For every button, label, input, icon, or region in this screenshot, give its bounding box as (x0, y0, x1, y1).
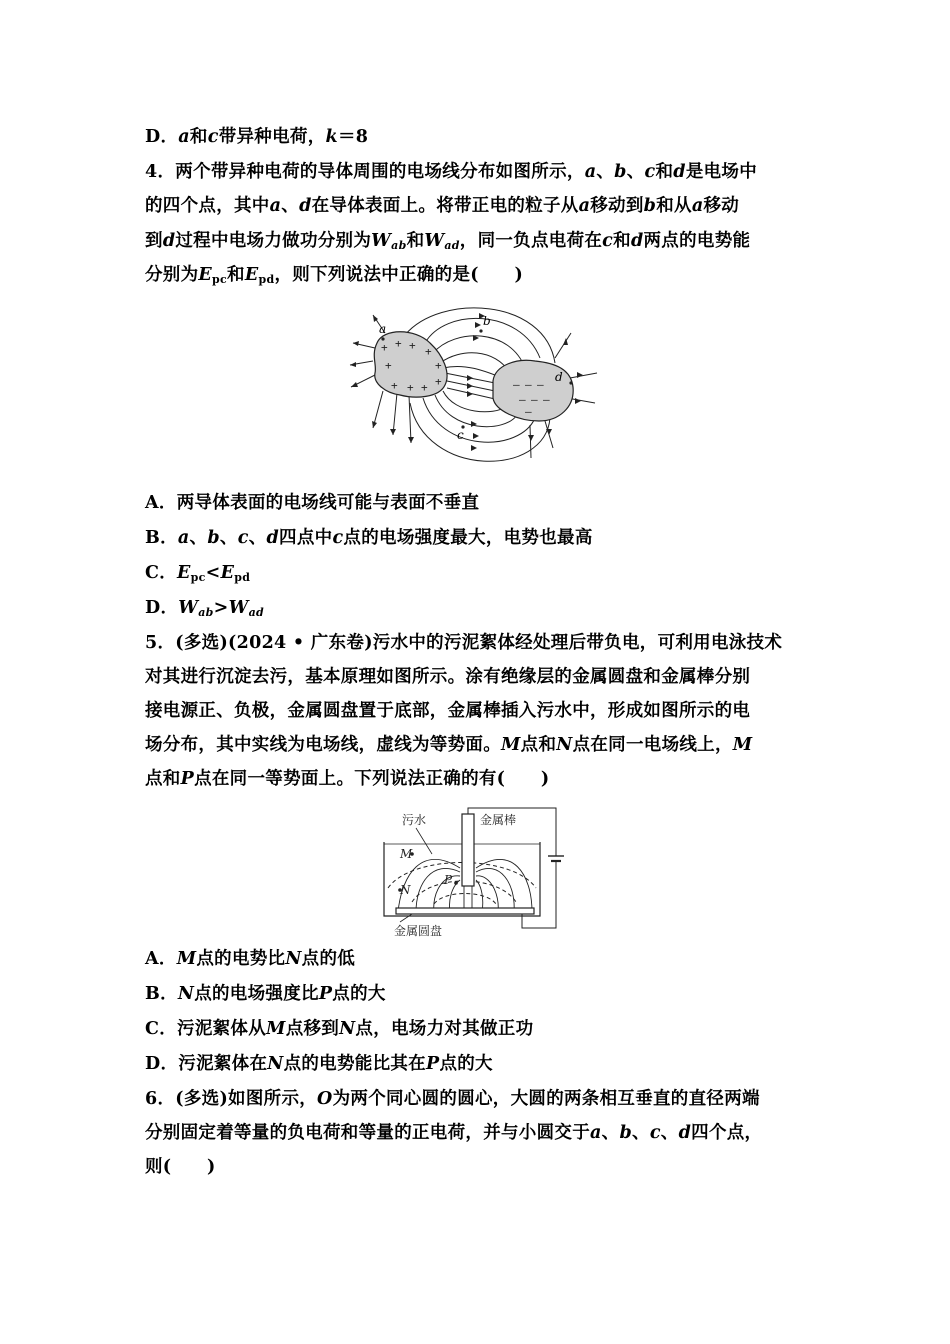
text: 点的大 (332, 984, 386, 1004)
text: 场分布，其中实线为电场线，虚线为等势面。 (145, 735, 501, 755)
minus-sign: – (513, 378, 520, 391)
text: 点的电场强度最大，电势也最高 (343, 528, 593, 548)
option-label: C． (145, 1019, 178, 1039)
var-b: b (207, 528, 220, 548)
q4-option-a (145, 491, 479, 515)
var-m: M (266, 1019, 286, 1039)
subscript: ab (198, 606, 214, 619)
arrow-head (351, 382, 358, 387)
var-e: E (220, 563, 235, 583)
var-e: E (198, 265, 213, 285)
metal-rod (462, 814, 474, 886)
text: 点的低 (301, 949, 356, 969)
q4-option-b (145, 526, 593, 550)
q4-stem-line-4 (145, 263, 523, 292)
q4-option-d (145, 596, 264, 625)
text: 点的电势能比其在 (283, 1054, 426, 1074)
var-a: a (269, 196, 282, 216)
question-number: 5． (145, 633, 176, 653)
field-line (416, 868, 460, 912)
point-d (569, 381, 572, 384)
text: 、 (596, 162, 615, 182)
text: 、 (189, 528, 208, 548)
label-b: b (483, 314, 491, 328)
subscript: ab (391, 239, 407, 252)
q6-stem-line-2 (145, 1121, 762, 1145)
plus-sign: + (385, 359, 392, 372)
field-line (476, 859, 532, 912)
var-d: d (162, 231, 176, 251)
var-c: c (649, 1123, 661, 1143)
q4-stem-line-3 (145, 229, 750, 258)
text: 为两个同心圆的圆心，大圆的两条相互垂直的直径两端 (332, 1089, 760, 1109)
text: 则( ) (145, 1157, 216, 1177)
field-line (555, 333, 571, 358)
text: 污泥絮体在 (178, 1054, 268, 1074)
plus-sign: + (391, 379, 398, 392)
plus-sign: + (409, 339, 416, 352)
option-label: B． (145, 984, 178, 1004)
minus-sign: – (519, 393, 526, 406)
arrow-head (390, 429, 396, 435)
field-line (530, 425, 531, 458)
text: 两个带异种电荷的导体周围的电场线分布如图所示， (175, 162, 585, 182)
text: 的四个点，其中 (145, 196, 270, 216)
var-n: N (177, 984, 195, 1004)
label-n: N (400, 883, 411, 897)
var-a: a (691, 196, 704, 216)
plus-sign: + (407, 381, 414, 394)
var-p: P (180, 769, 195, 789)
q4-stem-line-1 (145, 160, 757, 184)
greater-than-sign: > (213, 598, 229, 618)
text: 和 (227, 265, 245, 285)
text: 到 (145, 231, 163, 251)
plus-sign: + (425, 345, 432, 358)
option-label: B． (145, 528, 178, 548)
text: 对其进行沉淀去污，基本原理如图所示。涂有绝缘层的金属圆盘和金属棒分别 (145, 667, 751, 687)
var-e: E (244, 265, 259, 285)
arrow-head (353, 341, 359, 346)
text: 点在同一等势面上。下列说法正确的有( ) (194, 769, 550, 789)
plus-sign: + (435, 375, 442, 388)
subscript: pc (190, 571, 206, 584)
text: 、 (248, 528, 267, 548)
option-label: C． (145, 563, 178, 583)
text: 点的电势比 (196, 949, 286, 969)
text: 、 (626, 162, 645, 182)
q5-option-d (145, 1052, 493, 1076)
text: (多选)(2024 • 广东卷)污水中的污泥絮体经处理后带负电，可利用电泳技术 (175, 633, 783, 653)
minus-sign: – (537, 378, 544, 391)
text: 和 (613, 231, 631, 251)
subscript: pd (234, 571, 251, 584)
q4-stem-line-2 (145, 194, 739, 218)
arrow-head (475, 322, 481, 328)
var-c: c (602, 231, 614, 251)
var-c: c (237, 528, 249, 548)
label-a: a (379, 322, 387, 336)
var-m: M (732, 735, 753, 755)
less-than-sign: < (205, 563, 221, 583)
var-a: a (590, 1123, 602, 1143)
var-p: P (425, 1054, 440, 1074)
var-k: k (325, 127, 338, 147)
arrow-head (467, 375, 473, 381)
arrow-head (575, 398, 581, 404)
minus-sign: – (525, 378, 532, 391)
field-line (476, 876, 498, 912)
subscript: ad (444, 239, 460, 252)
minus-sign: – (543, 393, 550, 406)
var-c: c (644, 162, 656, 182)
var-a: a (578, 196, 591, 216)
var-n: N (556, 735, 573, 755)
text: 点移到 (285, 1019, 340, 1039)
arrow-head (528, 435, 534, 441)
var-b: b (614, 162, 627, 182)
subscript: pc (212, 273, 228, 286)
option-label: D． (145, 598, 179, 618)
q6-stem-line-1 (145, 1087, 760, 1111)
label-p: P (444, 873, 453, 887)
option-label: A． (145, 493, 177, 513)
var-m: M (176, 949, 197, 969)
q5-stem-line-2 (145, 665, 750, 689)
plus-sign: + (395, 337, 402, 350)
text: 移动到 (590, 196, 644, 216)
var-a: a (178, 127, 190, 147)
text: 、 (219, 528, 238, 548)
var-n: N (285, 949, 302, 969)
text: ，则下列说法中正确的是( ) (274, 265, 524, 285)
var-m: M (501, 735, 521, 755)
var-c: c (207, 127, 219, 147)
text: 两点的电势能 (643, 231, 751, 251)
arrow-head (577, 372, 583, 378)
equipotential-line (434, 894, 496, 905)
arrow-head (473, 433, 479, 439)
text: 四个点， (691, 1123, 763, 1143)
var-o: O (317, 1089, 333, 1109)
text: ＝8 (337, 127, 369, 147)
text: 点在同一电场线上， (572, 735, 733, 755)
plus-sign: + (421, 381, 428, 394)
label-c: c (457, 428, 464, 442)
point-b (479, 329, 482, 332)
var-w: W (371, 231, 392, 251)
q5-option-b (145, 982, 386, 1006)
point-p (454, 881, 458, 885)
wire-bottom (522, 861, 556, 928)
var-d: d (299, 196, 312, 216)
label-d: d (555, 370, 563, 384)
arrow-head (471, 445, 477, 451)
var-n: N (267, 1054, 284, 1074)
text: 分别为 (145, 265, 199, 285)
q5-electrophoresis-figure (372, 804, 572, 942)
text: 两导体表面的电场线可能与表面不垂直 (176, 493, 480, 513)
label-sewage: 污水 (402, 813, 427, 827)
label-metal-disk: 金属圆盘 (394, 924, 443, 938)
text: 点和 (520, 735, 557, 755)
arrow-head (372, 421, 377, 428)
plus-sign: + (381, 341, 388, 354)
electrophoresis-svg (372, 804, 572, 942)
var-e: E (177, 563, 191, 583)
q4-option-c (145, 561, 250, 590)
text: 在导体表面上。将带正电的粒子从 (311, 196, 579, 216)
text: 分别固定着等量的负电荷和等量的正电荷，并与小圆交于 (145, 1123, 590, 1143)
q5-option-c (145, 1017, 533, 1041)
var-d: d (630, 231, 644, 251)
plus-sign: + (435, 359, 442, 372)
var-w: W (228, 598, 249, 618)
arrow-head (467, 391, 473, 397)
text: 和从 (656, 196, 692, 216)
text: (多选)如图所示， (175, 1089, 318, 1109)
arrow-head (467, 383, 473, 389)
leader-line (416, 828, 432, 854)
var-w: W (424, 231, 445, 251)
text: 四点中 (279, 528, 333, 548)
text: 污泥絮体从 (177, 1019, 267, 1039)
q5-stem-line-1 (145, 631, 782, 655)
text: 、 (601, 1123, 620, 1143)
text: 和 (189, 127, 208, 147)
option-label: D． (145, 1054, 179, 1074)
field-line (409, 395, 411, 443)
field-lines-svg (345, 303, 605, 481)
q4-field-figure (345, 303, 605, 481)
leader-line (400, 914, 412, 922)
var-c: c (332, 528, 344, 548)
var-b: b (619, 1123, 632, 1143)
minus-sign: – (525, 405, 532, 418)
var-d: d (266, 528, 280, 548)
q5-option-a (145, 947, 355, 971)
question-number: 6． (145, 1089, 176, 1109)
q6-stem-line-3 (145, 1155, 216, 1179)
var-p: P (318, 984, 333, 1004)
field-line (443, 366, 500, 377)
var-a: a (177, 528, 190, 548)
text: 点的大 (439, 1054, 493, 1074)
arrow-head (408, 437, 414, 443)
option-label: A． (145, 949, 177, 969)
text: 点的电场强度比 (194, 984, 319, 1004)
q3-option-d (145, 125, 368, 149)
var-n: N (339, 1019, 356, 1039)
text: 点，电场力对其做正功 (355, 1019, 534, 1039)
label-metal-rod: 金属棒 (480, 813, 517, 827)
var-d: d (673, 162, 686, 182)
field-line (570, 373, 597, 378)
var-w: W (178, 598, 199, 618)
text: 和 (655, 162, 674, 182)
var-b: b (643, 196, 657, 216)
var-d: d (678, 1123, 692, 1143)
text: 、 (281, 196, 300, 216)
text: 接电源正、负极，金属圆盘置于底部，金属棒插入污水中，形成如图所示的电 (145, 701, 751, 721)
label-m: M (400, 847, 413, 861)
text: 过程中电场力做功分别为 (175, 231, 372, 251)
minus-sign: – (531, 393, 538, 406)
subscript: pd (258, 273, 275, 286)
var-a: a (584, 162, 597, 182)
q5-stem-line-4 (145, 733, 752, 757)
text: 、 (660, 1123, 679, 1143)
text: ，同一负点电荷在 (459, 231, 603, 251)
metal-disk (396, 908, 534, 914)
option-label: D． (145, 127, 179, 147)
point-a (381, 337, 384, 340)
q5-stem-line-3 (145, 699, 750, 723)
q5-stem-line-5 (145, 767, 549, 791)
text: 和 (406, 231, 425, 251)
text: 点和 (145, 769, 181, 789)
text: 带异种电荷， (218, 127, 326, 147)
subscript: ad (248, 606, 265, 619)
field-line (393, 393, 397, 435)
text: 移动 (703, 196, 740, 216)
text: 是电场中 (685, 162, 758, 182)
text: 、 (632, 1123, 650, 1143)
question-number: 4． (145, 162, 176, 182)
